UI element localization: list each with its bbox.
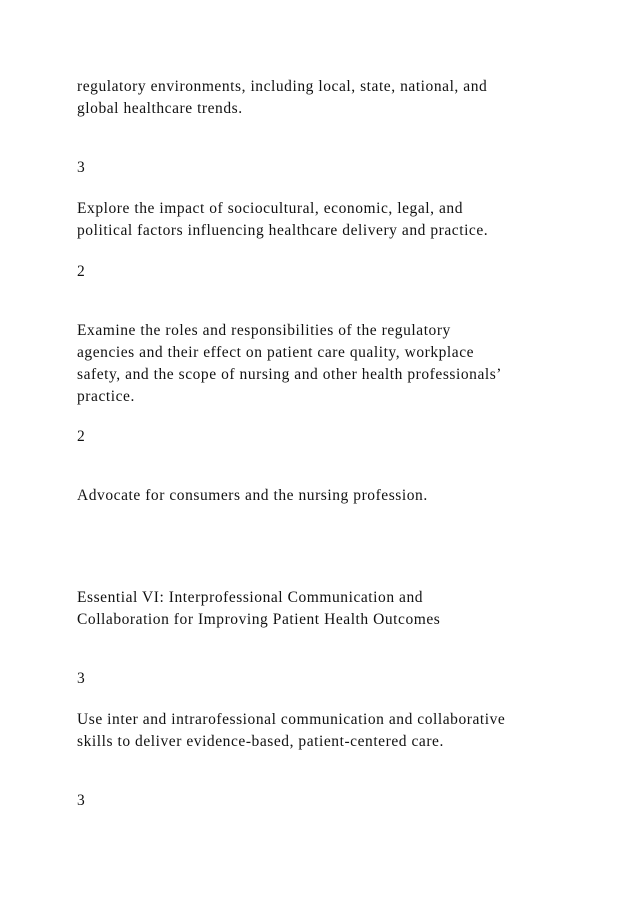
text-line: Use inter and intrarofessional communication and collaborative: [77, 711, 506, 728]
text-line: political factors influencing healthcare delivery and practice.: [77, 222, 489, 239]
text-line: practice.: [77, 388, 135, 405]
text-line: safety, and the scope of nursing and other health professionals’: [77, 366, 503, 383]
text-line: agencies and their effect on patient care quality, workplace: [77, 344, 475, 361]
text-line: skills to deliver evidence-based, patient-centered care.: [77, 733, 444, 750]
section-heading: Collaboration for Improving Patient Health Outcomes: [77, 611, 441, 628]
score-value: 3: [77, 792, 86, 809]
text-line: regulatory environments, including local, state, national, and: [77, 78, 488, 95]
score-value: 3: [77, 670, 86, 687]
score-value: 3: [77, 159, 86, 176]
text-line: Explore the impact of sociocultural, economic, legal, and: [77, 200, 464, 217]
text-line: global healthcare trends.: [77, 100, 243, 117]
section-heading: Essential VI: Interprofessional Communication and: [77, 589, 424, 606]
text-line: Examine the roles and responsibilities of the regulatory: [77, 322, 451, 339]
text-line: Advocate for consumers and the nursing profession.: [77, 487, 428, 504]
score-value: 2: [77, 428, 86, 445]
score-value: 2: [77, 263, 86, 280]
